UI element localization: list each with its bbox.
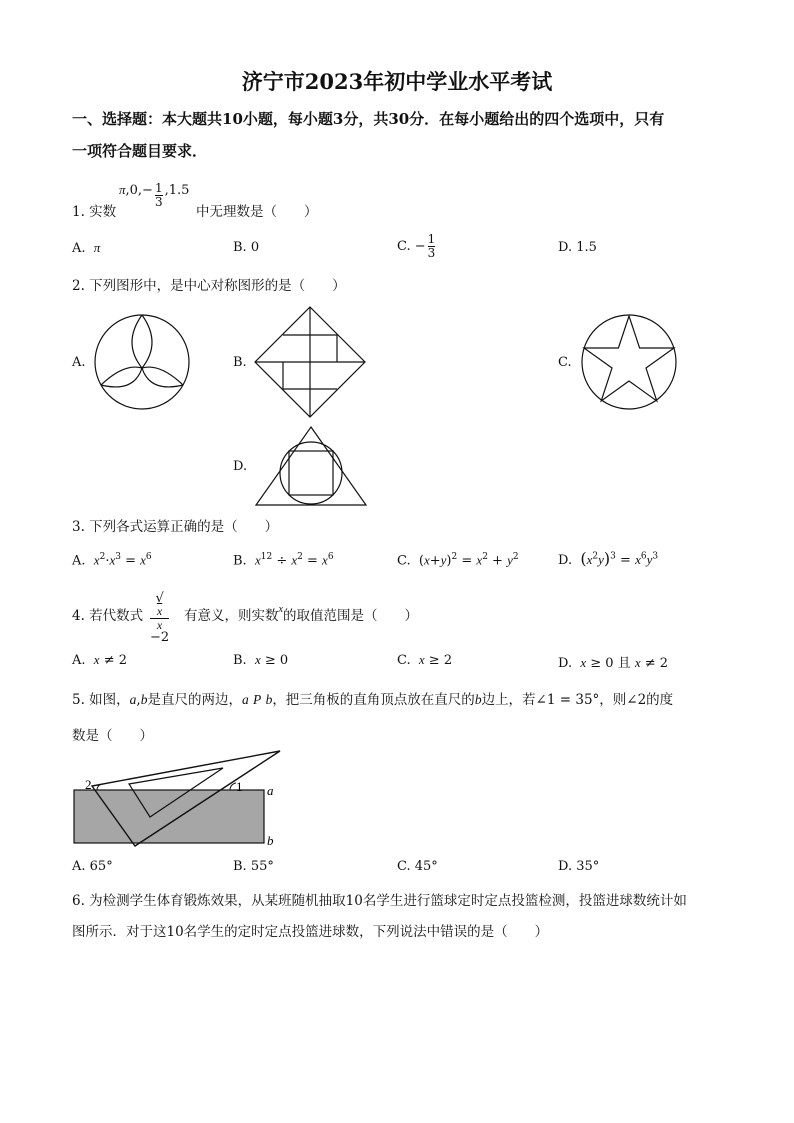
- section-heading-line1: 一、选择题：本大题共10小题，每小题3分，共30分．在每小题给出的四个选项中，只有: [72, 110, 665, 128]
- q1-option-c: C. − $\frac{1}{3}$: [397, 232, 436, 260]
- q6-stem-line1: 6. 为检测学生体育锻炼效果，从某班随机抽取10名学生进行篮球定时定点投篮检测，投篮进球数统计如: [72, 893, 687, 909]
- q3-option-a: A. $x^2\cdot x^3 = x^6$: [72, 552, 152, 569]
- ruler-triangle-figure: [72, 748, 282, 848]
- q2-option-d-label: D.: [233, 459, 248, 474]
- q5-option-d: D. 35°: [558, 859, 600, 874]
- q5-option-b: B. 55°: [233, 859, 274, 874]
- q5-option-a: A. 65°: [72, 859, 113, 874]
- q5-option-c: C. 45°: [397, 859, 438, 874]
- q4-option-c: C. x ≥ 2: [397, 652, 453, 668]
- edge-b-label: b: [267, 833, 274, 848]
- q5-stem-line1: 5. 如图，a,b是直尺的两边，a P b，把三角板的直角顶点放在直尺的b边上，若∠1 = 35°，则∠2的度: [72, 692, 674, 708]
- q4-expression: √ x x −2: [150, 591, 170, 645]
- section-heading-line2: 一项符合题目要求．: [72, 142, 208, 160]
- page-title: 济宁市2023年初中学业水平考试: [241, 69, 553, 94]
- q1-stem-suffix: 中无理数是（ ）: [196, 204, 318, 220]
- q2-option-c-label: C.: [558, 355, 572, 370]
- triangle-circle-square-figure: [255, 426, 367, 506]
- q2-stem: 2. 下列图形中，是中心对称图形的是（ ）: [72, 278, 346, 294]
- q1-option-d: D. 1.5: [558, 240, 597, 255]
- q3-option-d: D. $(x^2y)^3 = x^6y^3$: [558, 549, 659, 568]
- q3-option-c: C. $(x+y)^2 = x^2 + y^2$: [397, 552, 519, 569]
- trefoil-circle-figure: [94, 313, 190, 411]
- angle-1-label: 1: [236, 779, 243, 794]
- q6-stem-line2: 图所示．对于这10名学生的定时定点投篮进球数，下列说法中错误的是（ ）: [72, 924, 549, 940]
- q1-option-b: B. 0: [233, 240, 260, 255]
- q4-option-d: D. x ≥ 0 且 x ≠ 2: [558, 655, 669, 671]
- edge-a-label: a: [267, 783, 274, 798]
- q4-stem-prefix: 4. 若代数式: [72, 608, 144, 624]
- q3-option-b: B. $x^{12} \div x^2 = x^6$: [233, 552, 334, 569]
- q4-option-a: A. x ≠ 2: [72, 652, 128, 668]
- q2-option-b-label: B.: [233, 355, 247, 370]
- q4-option-b: B. x ≥ 0: [233, 652, 289, 668]
- q1-option-a: A. π: [72, 240, 101, 256]
- q1-stem-prefix: 1. 实数: [72, 204, 117, 220]
- q5-stem-line2: 数是（ ）: [72, 728, 153, 744]
- pinwheel-square-figure: [254, 306, 366, 418]
- q4-stem-suffix: 有意义，则实数$^x$的取值范围是（ ）: [184, 604, 418, 624]
- q3-stem: 3. 下列各式运算正确的是（ ）: [72, 519, 279, 535]
- star-circle-figure: [581, 313, 677, 411]
- q2-option-a-label: A.: [72, 355, 86, 370]
- angle-2-label: 2: [85, 777, 92, 792]
- q1-numbers: π,0,− $\frac{1}{3}$ ,1.5: [119, 181, 190, 209]
